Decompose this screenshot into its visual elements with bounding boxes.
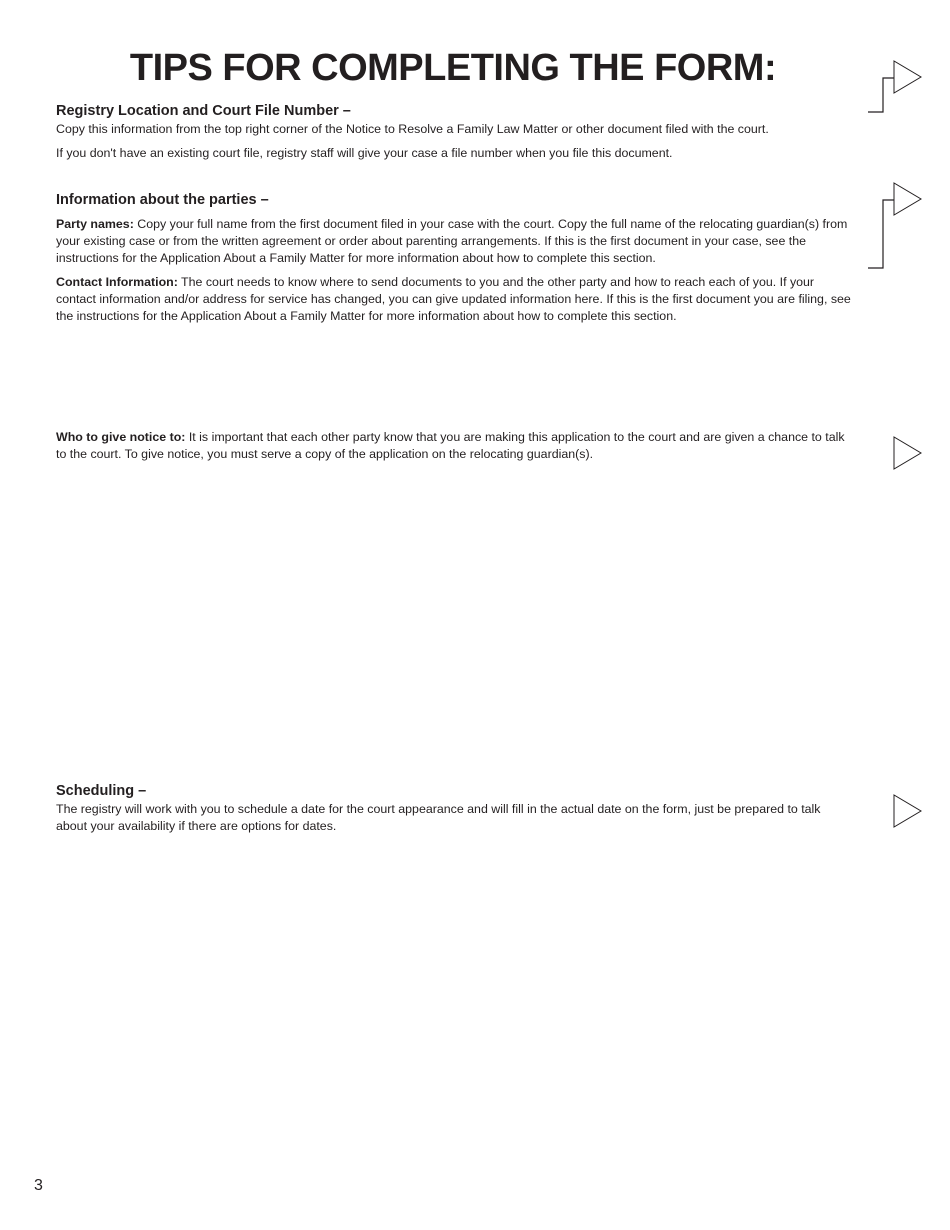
notice-label: Who to give notice to: bbox=[56, 430, 186, 444]
page-number: 3 bbox=[34, 1177, 43, 1194]
scheduling-arrow-icon bbox=[890, 793, 926, 831]
scheduling-paragraph: The registry will work with you to schedule a date for the court appearance and will fill in the actual date on the form, just be prepared to talk about your availability if there are options for dates. bbox=[56, 802, 821, 833]
contact-information-label: Contact Information: bbox=[56, 275, 178, 289]
contact-information-text: The court needs to know where to send documents to you and the other party and how to reach each of you. If your contact information and/or address for service has changed, you can give updated information here. If this is the first document you are filing, see the instructions for the Application About a Family Matter for more information about how to complete this section. bbox=[56, 275, 851, 323]
notice-arrow-icon bbox=[890, 435, 926, 473]
notice-paragraph bbox=[56, 429, 852, 463]
registry-paragraph-1: Copy this information from the top right corner of the Notice to Resolve a Family Law Matter or other document filed with the court. bbox=[56, 122, 769, 136]
party-names-text: Copy your full name from the first document filed in your case with the court. Copy the full name of the relocating guardian(s) from your existing case or from the written agreement or order about parenting arrangements. If this is the first document in your case, see the instructions for the Application About a Family Matter for more information about how to complete this section. bbox=[56, 217, 848, 265]
page-title: TIPS FOR COMPLETING THE FORM: bbox=[129, 47, 777, 89]
parties-heading: Information about the parties – bbox=[56, 192, 269, 208]
parties-arrow-bracket-icon bbox=[864, 180, 926, 272]
scheduling-section bbox=[56, 782, 852, 835]
parties-section bbox=[56, 191, 852, 325]
party-names-label: Party names: bbox=[56, 217, 134, 231]
registry-paragraph-2: If you don't have an existing court file, registry staff will give your case a file number when you file this document. bbox=[56, 146, 673, 160]
notice-text: It is important that each other party know that you are making this application to the court and are given a chance to talk to the court. To give notice, you must serve a copy of the application on the relocating guardian(s). bbox=[56, 430, 845, 461]
party-names-paragraph bbox=[56, 216, 852, 267]
registry-heading: Registry Location and Court File Number – bbox=[56, 103, 351, 119]
registry-section bbox=[56, 102, 852, 162]
notice-section bbox=[56, 429, 852, 463]
contact-information-paragraph bbox=[56, 274, 852, 325]
scheduling-heading: Scheduling – bbox=[56, 783, 147, 799]
registry-arrow-bracket-icon bbox=[864, 58, 926, 116]
